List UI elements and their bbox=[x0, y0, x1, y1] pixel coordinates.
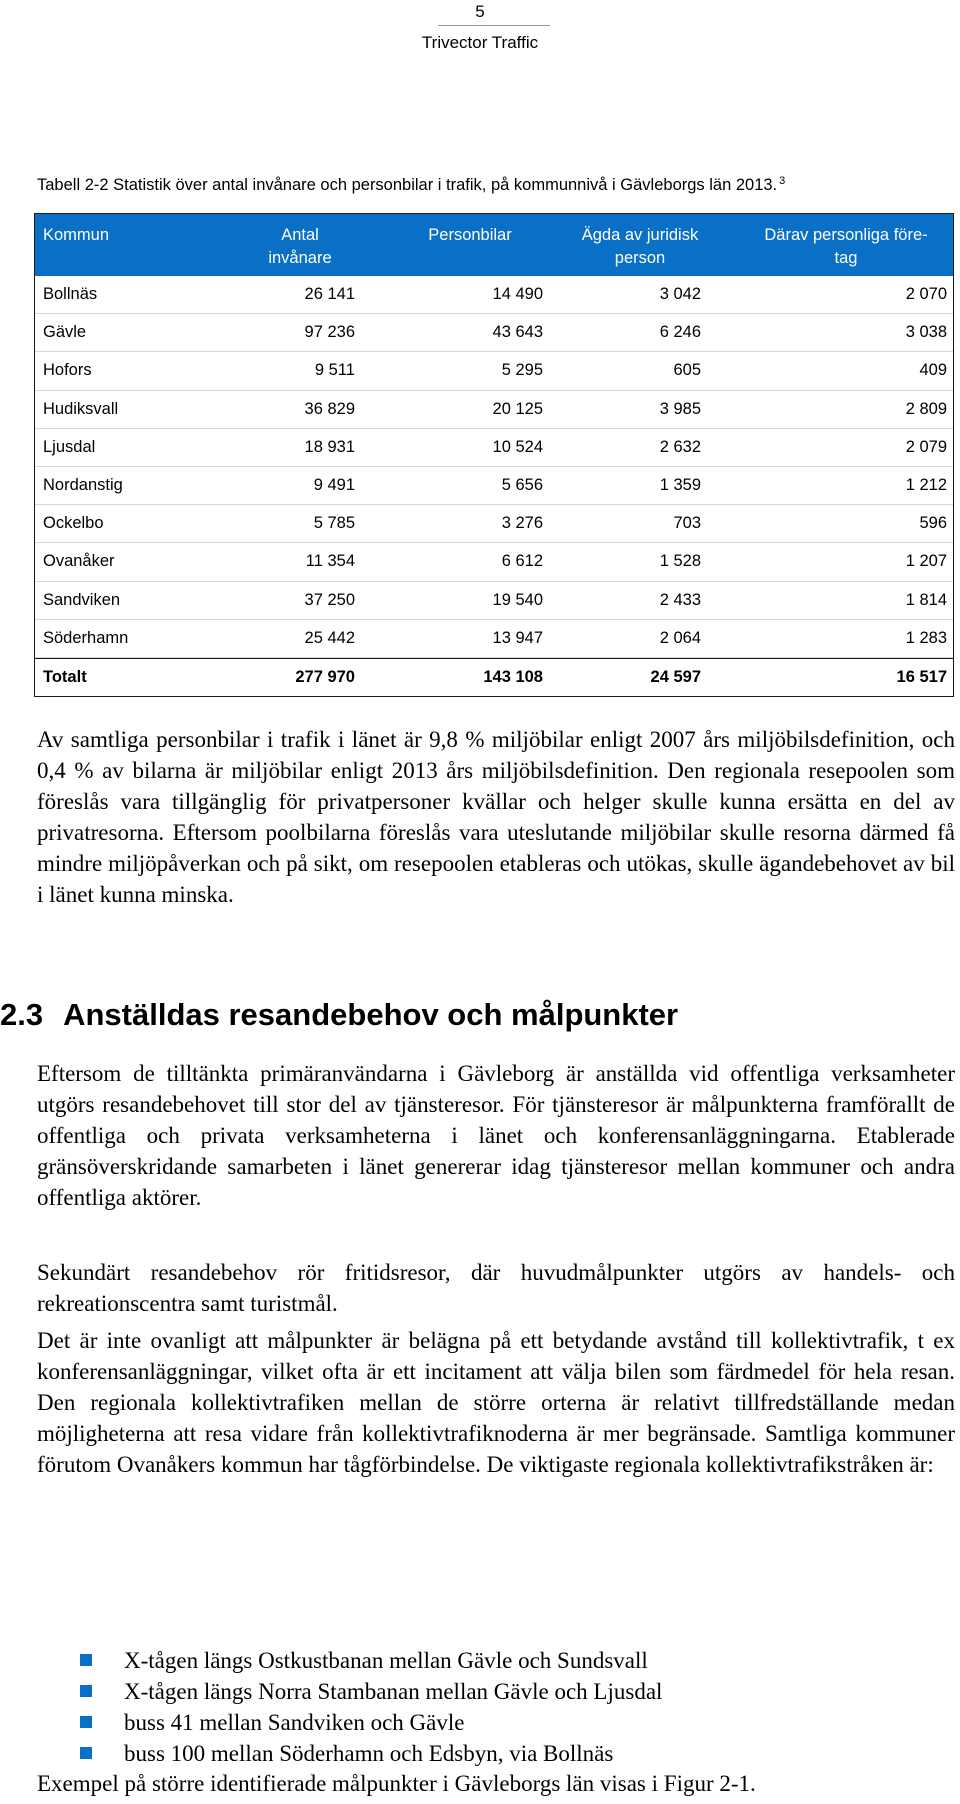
header-darav-line1: Därav personliga före- bbox=[764, 226, 928, 244]
header-darav bbox=[740, 224, 952, 270]
section-heading bbox=[0, 997, 678, 1033]
table-caption bbox=[37, 175, 785, 195]
cell-agda: 2 433 bbox=[659, 590, 701, 609]
caption-text: Tabell 2-2 Statistik över antal invånare och personbilar i trafik, på kommunnivå i Gävleborgs län 2013. bbox=[37, 176, 778, 194]
table-row bbox=[35, 429, 953, 467]
cell-kommun: Söderhamn bbox=[43, 628, 129, 647]
cell-agda: 703 bbox=[673, 514, 701, 533]
cell-darav-total: 16 517 bbox=[896, 667, 947, 686]
cell-agda: 1 528 bbox=[659, 552, 701, 571]
cell-personbilar: 10 524 bbox=[492, 437, 543, 456]
cell-personbilar: 20 125 bbox=[492, 399, 543, 418]
header-personbilar: Personbilar bbox=[428, 226, 512, 244]
list-item-text: X-tågen längs Norra Stambanan mellan Gävle och Ljusdal bbox=[124, 1679, 663, 1704]
cell-agda: 2 064 bbox=[659, 628, 701, 647]
header-antal-line2: invånare bbox=[268, 249, 332, 267]
list-item bbox=[80, 1645, 662, 1676]
paragraph-business-travel: Eftersom de tilltänkta primäranvändarna i Gävleborg är anställda vid offentliga verksamheter utgörs resandebehovet till stor del av tjänsteresor. För tjänsteresor är målpunkterna framförallt de offentliga och privata verksamheterna i länet och konferensanläggningarna. Etablerade gränsöverskridande samarbeten i länet genererar idag tjänsteresor mellan kommuner och andra offentliga aktörer. bbox=[37, 1061, 955, 1210]
cell-kommun: Ovanåker bbox=[43, 552, 115, 571]
cell-darav: 409 bbox=[919, 361, 947, 380]
cell-antal: 25 442 bbox=[304, 628, 355, 647]
cell-personbilar: 3 276 bbox=[501, 514, 543, 533]
header-agda-line1: Ägda av juridisk bbox=[581, 226, 699, 244]
cell-agda: 605 bbox=[673, 361, 701, 380]
table-row bbox=[35, 352, 953, 390]
header-agda-line2: person bbox=[614, 249, 666, 267]
cell-antal: 18 931 bbox=[304, 437, 355, 456]
cell-personbilar: 19 540 bbox=[492, 590, 543, 609]
table-row bbox=[35, 505, 953, 543]
table-row bbox=[35, 467, 953, 505]
list-item-text: buss 100 mellan Söderhamn och Edsbyn, via Bollnäs bbox=[124, 1741, 614, 1766]
paragraph-figure-reference: Exempel på större identifierade målpunkter i Gävleborgs län visas i Figur 2-1. bbox=[37, 1771, 756, 1796]
cell-agda: 1 359 bbox=[659, 475, 701, 494]
cell-antal-total: 277 970 bbox=[295, 667, 355, 686]
table-row bbox=[35, 543, 953, 581]
cell-personbilar: 5 295 bbox=[501, 361, 543, 380]
cell-personbilar: 5 656 bbox=[501, 475, 543, 494]
list-item bbox=[80, 1676, 662, 1707]
cell-kommun: Hudiksvall bbox=[43, 399, 119, 418]
cell-personbilar: 14 490 bbox=[492, 285, 543, 303]
cell-agda: 6 246 bbox=[659, 323, 701, 342]
table-total-row bbox=[35, 658, 953, 696]
paragraph-public-transport: Det är inte ovanligt att målpunkter är belägna på ett betydande avstånd till kollektivtrafik, t ex konferensanläggningar, vilket ofta är ett incitament att välja bilen som färdmedel för hela resan. Den regionala kollektivtrafiken mellan de större orterna är relativt tillfredställande medan möjligheterna att resa vidare från kollektivtrafiknoderna är mer begränsade. Samtliga kommuner förutom Ovanåkers kommun har tågförbindelse. De viktigaste regionala kollektivtrafikstråken är: bbox=[37, 1328, 955, 1477]
cell-agda-total: 24 597 bbox=[650, 667, 701, 686]
cell-antal: 11 354 bbox=[305, 552, 355, 571]
table-row bbox=[35, 391, 953, 429]
header-organization: Trivector Traffic bbox=[421, 33, 539, 52]
header-agda bbox=[540, 224, 740, 270]
cell-darav: 2 809 bbox=[905, 399, 947, 418]
cell-darav: 1 207 bbox=[905, 552, 947, 571]
header-divider bbox=[438, 25, 550, 26]
cell-personbilar: 13 947 bbox=[492, 628, 543, 647]
square-bullet-icon bbox=[80, 1747, 92, 1759]
transit-corridor-list bbox=[80, 1645, 662, 1769]
cell-darav: 1 212 bbox=[905, 475, 947, 494]
cell-darav: 3 038 bbox=[905, 323, 947, 342]
cell-kommun: Ockelbo bbox=[43, 514, 104, 533]
cell-agda: 3 042 bbox=[659, 285, 701, 303]
footnote-ref: 3 bbox=[779, 175, 786, 187]
page-number: 5 bbox=[475, 2, 485, 21]
cell-antal: 9 491 bbox=[313, 475, 355, 494]
cell-antal: 37 250 bbox=[304, 590, 355, 609]
cell-kommun: Bollnäs bbox=[43, 285, 98, 303]
square-bullet-icon bbox=[80, 1654, 92, 1666]
cell-kommun-total: Totalt bbox=[43, 667, 87, 686]
cell-kommun: Sandviken bbox=[43, 590, 121, 609]
list-item bbox=[80, 1738, 662, 1769]
cell-antal: 9 511 bbox=[314, 361, 355, 380]
header-antal-line1: Antal bbox=[281, 226, 319, 244]
square-bullet-icon bbox=[80, 1685, 92, 1697]
cell-personbilar: 43 643 bbox=[492, 323, 543, 342]
cell-kommun: Gävle bbox=[43, 323, 87, 342]
table-body bbox=[35, 276, 953, 696]
cell-kommun: Nordanstig bbox=[43, 475, 123, 494]
table-row bbox=[35, 276, 953, 314]
table-header-row bbox=[35, 214, 953, 276]
list-item-text: buss 41 mellan Sandviken och Gävle bbox=[124, 1710, 465, 1735]
statistics-table bbox=[34, 213, 954, 697]
cell-antal: 26 141 bbox=[304, 285, 355, 303]
cell-kommun: Hofors bbox=[43, 361, 92, 380]
table-row bbox=[35, 620, 953, 658]
cell-agda: 2 632 bbox=[659, 437, 701, 456]
paragraph-environmental-cars: Av samtliga personbilar i trafik i länet är 9,8 % miljöbilar enligt 2007 års miljöbilsdefinition, och 0,4 % av bilarna är miljöbilar enligt 2013 års miljöbilsdefinition. Den regionala resepoolen som föreslås vara tillgänglig för privatpersoner kvällar och helger skulle kunna ersätta en del av privatresorna. Eftersom poolbilarna föreslås vara uteslutande miljöbilar skulle resorna därmed få mindre miljöpåverkan och på sikt, om resepoolen etableras och utökas, skulle ägandebehovet av bil i länet kunna minska. bbox=[37, 727, 955, 907]
cell-kommun: Ljusdal bbox=[43, 437, 96, 456]
cell-personbilar-total: 143 108 bbox=[483, 667, 543, 686]
section-title: Anställdas resandebehov och målpunkter bbox=[63, 997, 679, 1032]
paragraph-leisure-travel: Sekundärt resandebehov rör fritidsresor, där huvudmålpunkter utgörs av handels- och rekreationscentra samt turistmål. bbox=[37, 1260, 955, 1316]
header-darav-line2: tag bbox=[834, 249, 858, 267]
cell-personbilar: 6 612 bbox=[501, 552, 543, 571]
cell-antal: 97 236 bbox=[304, 323, 355, 342]
square-bullet-icon bbox=[80, 1716, 92, 1728]
cell-antal: 36 829 bbox=[304, 399, 355, 418]
cell-darav: 596 bbox=[919, 514, 947, 533]
section-number: 2.3 bbox=[0, 997, 44, 1032]
cell-agda: 3 985 bbox=[659, 399, 701, 418]
list-item-text: X-tågen längs Ostkustbanan mellan Gävle och Sundsvall bbox=[124, 1648, 648, 1673]
list-item bbox=[80, 1707, 662, 1738]
cell-darav: 1 283 bbox=[905, 628, 947, 647]
cell-darav: 2 079 bbox=[905, 437, 947, 456]
cell-darav: 1 814 bbox=[905, 590, 947, 609]
table-row bbox=[35, 314, 953, 352]
header-kommun: Kommun bbox=[43, 226, 110, 244]
table-row bbox=[35, 582, 953, 620]
cell-darav: 2 070 bbox=[905, 285, 947, 303]
cell-antal: 5 785 bbox=[313, 514, 355, 533]
header-antal bbox=[230, 224, 370, 270]
